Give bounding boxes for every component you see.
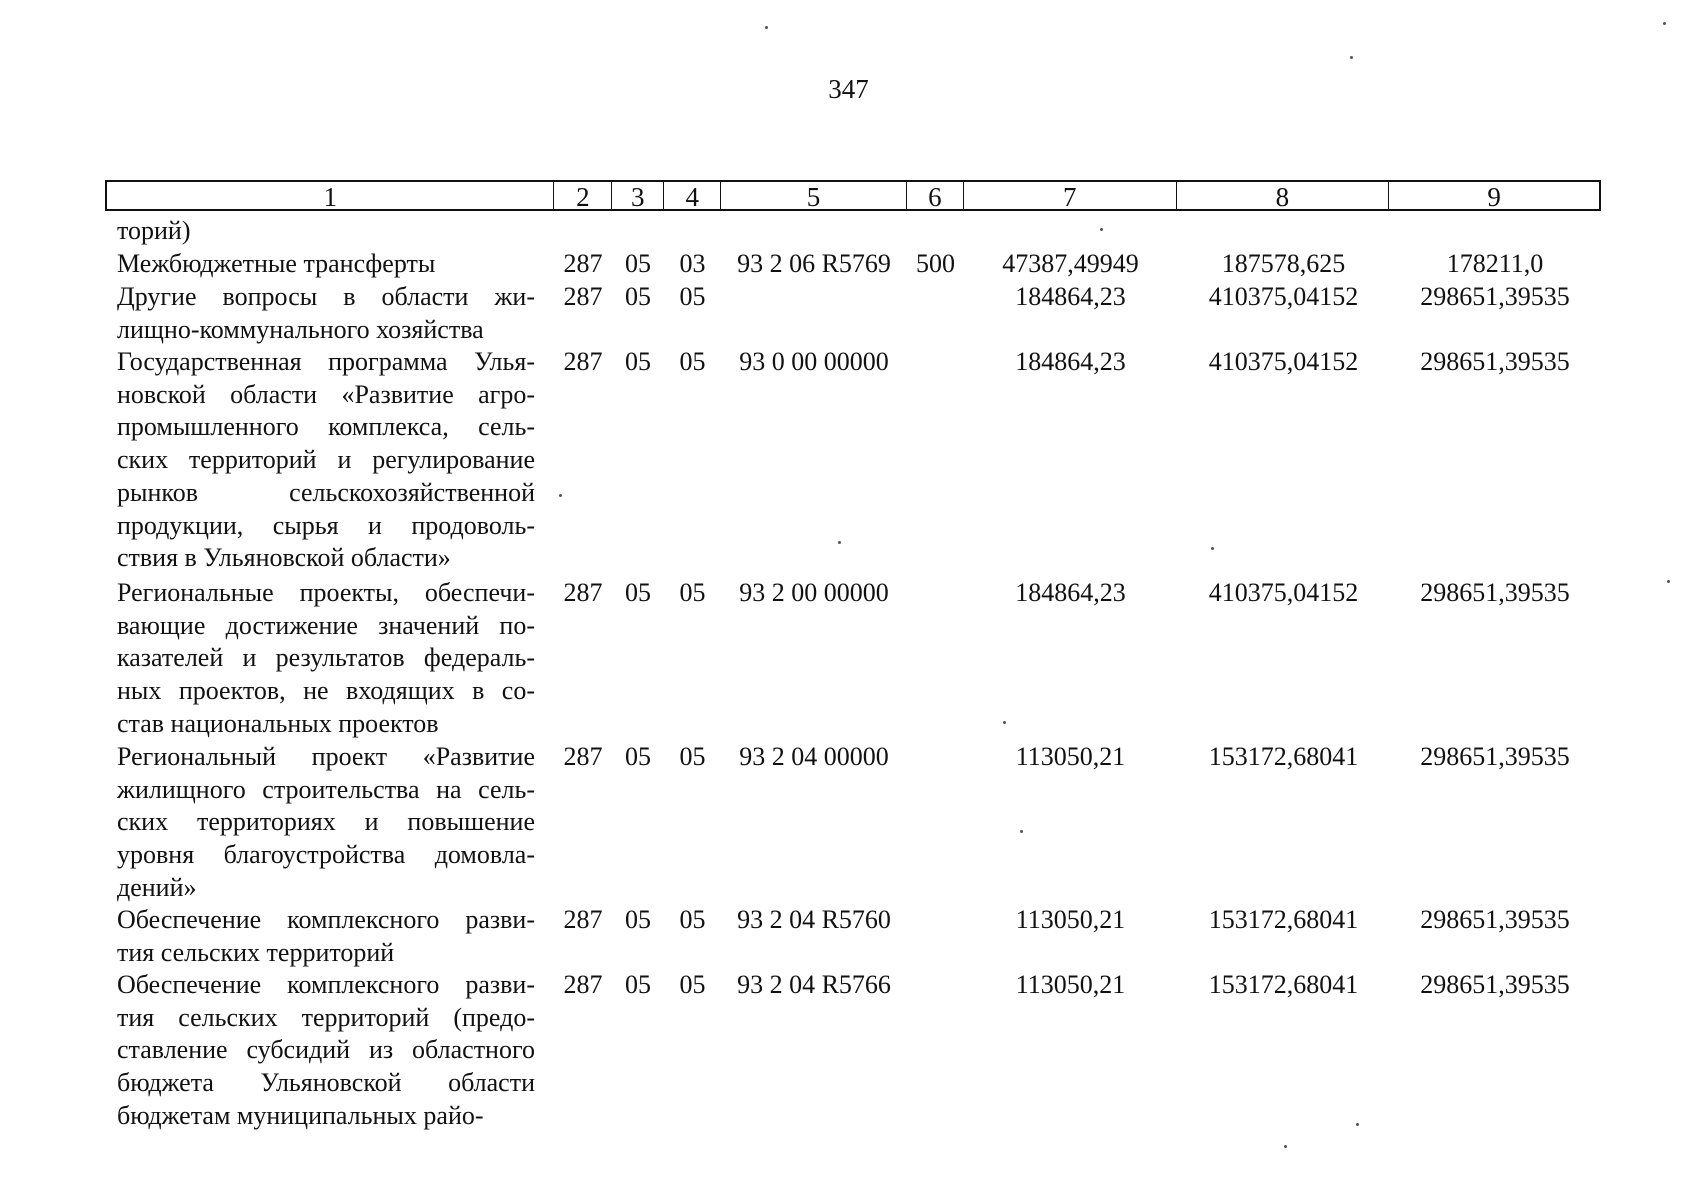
cell-col-5: 93 2 00 00000 bbox=[739, 578, 889, 607]
cell-col-7: 47387,49949 bbox=[1002, 249, 1139, 278]
cell-col-2: 287 bbox=[563, 970, 603, 999]
row-name-line: тия сельских территорий bbox=[117, 937, 395, 967]
cell-col-7: 113050,21 bbox=[1015, 742, 1126, 771]
cell-col-8: 187578,625 bbox=[1221, 249, 1346, 278]
scan-speck bbox=[838, 541, 841, 544]
cell-col-6: 500 bbox=[916, 249, 955, 278]
cell-col-5: 93 0 00 00000 bbox=[739, 347, 889, 376]
row-name-line: жилищного строительства на сель- bbox=[117, 774, 535, 804]
cell-col-7: 184864,23 bbox=[1015, 282, 1126, 311]
scan-speck bbox=[1100, 228, 1103, 231]
cell-col-3: 05 bbox=[625, 578, 651, 607]
cell-col-9: 298651,39535 bbox=[1420, 742, 1570, 771]
scan-speck bbox=[1211, 547, 1214, 550]
row-name bbox=[117, 969, 535, 1133]
cell-col-7: 184864,23 bbox=[1015, 347, 1126, 376]
row-name bbox=[117, 215, 535, 248]
row-name-line: тия сельских территорий (предо- bbox=[117, 1002, 535, 1032]
cell-col-3: 05 bbox=[625, 249, 651, 278]
scan-speck bbox=[1663, 22, 1666, 25]
row-name-line: ствия в Ульяновской области» bbox=[117, 543, 451, 573]
scan-speck bbox=[1667, 580, 1670, 583]
row-name-line: дений» bbox=[117, 872, 197, 902]
cell-col-4: 05 bbox=[679, 347, 706, 376]
scan-speck bbox=[559, 494, 562, 497]
cell-col-4: 05 bbox=[679, 905, 706, 934]
cell-col-3: 05 bbox=[625, 970, 651, 999]
row-name-line: Другие вопросы в области жи- bbox=[117, 282, 535, 311]
cell-col-9: 298651,39535 bbox=[1420, 970, 1570, 999]
cell-col-2: 287 bbox=[563, 742, 603, 771]
row-name bbox=[117, 346, 535, 575]
row-name-line: Обеспечение комплексного разви- bbox=[117, 905, 535, 934]
cell-col-5: 93 2 04 R5766 bbox=[737, 970, 891, 999]
header-col-7: 7 bbox=[964, 182, 1177, 209]
cell-col-7: 113050,21 bbox=[1015, 970, 1126, 999]
cell-col-9: 178211,0 bbox=[1446, 249, 1544, 278]
row-name-line: ставление субсидий из областного bbox=[117, 1035, 535, 1065]
cell-col-5: 93 2 04 00000 bbox=[739, 742, 889, 771]
cell-col-2: 287 bbox=[563, 578, 603, 607]
cell-col-8: 410375,04152 bbox=[1208, 347, 1359, 376]
scan-speck bbox=[1356, 1123, 1359, 1126]
row-name-line: Межбюджетные трансферты bbox=[117, 249, 436, 278]
cell-col-2: 287 bbox=[563, 249, 603, 278]
row-name-line: бюджетам муниципальных райо- bbox=[117, 1100, 484, 1130]
cell-col-9: 298651,39535 bbox=[1420, 282, 1570, 311]
cell-col-8: 153172,68041 bbox=[1208, 970, 1359, 999]
cell-col-7: 113050,21 bbox=[1015, 905, 1126, 934]
header-col-2: 2 bbox=[554, 182, 612, 209]
cell-col-8: 410375,04152 bbox=[1208, 578, 1359, 607]
row-name bbox=[117, 904, 535, 969]
header-col-8: 8 bbox=[1177, 182, 1390, 209]
row-name-line: уровня благоустройства домовла- bbox=[117, 840, 535, 870]
cell-col-3: 05 bbox=[625, 905, 651, 934]
cell-col-9: 298651,39535 bbox=[1420, 905, 1570, 934]
cell-col-3: 05 bbox=[625, 742, 651, 771]
cell-col-9: 298651,39535 bbox=[1420, 347, 1570, 376]
row-name-line: Региональный проект «Развитие bbox=[117, 742, 535, 771]
cell-col-5: 93 2 06 R5769 bbox=[737, 249, 891, 278]
cell-col-5: 93 2 04 R5760 bbox=[737, 905, 891, 934]
header-col-1: 1 bbox=[107, 182, 554, 209]
header-col-9: 9 bbox=[1487, 182, 1501, 212]
scan-speck bbox=[1350, 56, 1353, 59]
row-name-line: Обеспечение комплексного разви- bbox=[117, 970, 535, 999]
row-name-line: рынков сельскохозяйственной bbox=[117, 477, 535, 507]
row-name bbox=[117, 577, 535, 741]
row-name bbox=[117, 281, 535, 346]
cell-col-7: 184864,23 bbox=[1015, 578, 1126, 607]
cell-col-2: 287 bbox=[563, 282, 603, 311]
scan-speck bbox=[1020, 830, 1023, 833]
header-col-3: 3 bbox=[612, 182, 664, 209]
cell-col-4: 05 bbox=[679, 742, 706, 771]
header-col-6: 6 bbox=[907, 182, 964, 209]
row-name-line: ских территорий и регулирование bbox=[117, 445, 535, 475]
scan-speck bbox=[1284, 1145, 1287, 1148]
scan-speck bbox=[1003, 721, 1006, 724]
cell-col-4: 05 bbox=[679, 970, 706, 999]
row-name-line: Региональные проекты, обеспечи- bbox=[117, 578, 535, 607]
cell-col-2: 287 bbox=[563, 905, 603, 934]
row-name-line: новской области «Развитие агро- bbox=[117, 379, 535, 409]
cell-col-9: 298651,39535 bbox=[1420, 578, 1570, 607]
row-name-line: промышленного комплекса, сель- bbox=[117, 412, 535, 442]
page-number: 347 bbox=[828, 74, 869, 104]
row-name bbox=[117, 741, 535, 905]
cell-col-4: 03 bbox=[679, 249, 706, 278]
table-header bbox=[105, 180, 1601, 211]
row-name-line: бюджета Ульяновской области bbox=[117, 1068, 535, 1098]
row-name-line: казателей и результатов федераль- bbox=[117, 643, 535, 673]
cell-col-4: 05 bbox=[679, 282, 706, 311]
cell-col-8: 153172,68041 bbox=[1208, 905, 1359, 934]
row-name bbox=[117, 248, 535, 281]
row-name-line: продукции, сырья и продоволь- bbox=[117, 510, 535, 540]
cell-col-4: 05 bbox=[679, 578, 706, 607]
header-col-5: 5 bbox=[721, 182, 907, 209]
row-name-line: вающие достижение значений по- bbox=[117, 610, 535, 640]
scan-speck bbox=[765, 26, 768, 29]
row-name-line: ских территориях и повышение bbox=[117, 807, 535, 837]
row-name-line: став национальных проектов bbox=[117, 708, 439, 738]
row-name-line: лищно-коммунального хозяйства bbox=[117, 314, 484, 344]
header-col-4: 4 bbox=[664, 182, 721, 209]
cell-col-3: 05 bbox=[625, 282, 651, 311]
cell-col-2: 287 bbox=[563, 347, 603, 376]
cell-col-8: 410375,04152 bbox=[1208, 282, 1359, 311]
row-name-line: Государственная программа Улья- bbox=[117, 347, 535, 376]
cell-col-8: 153172,68041 bbox=[1208, 742, 1359, 771]
row-name-line: ных проектов, не входящих в со- bbox=[117, 676, 535, 706]
row-name-line: торий) bbox=[117, 216, 191, 245]
cell-col-3: 05 bbox=[625, 347, 651, 376]
